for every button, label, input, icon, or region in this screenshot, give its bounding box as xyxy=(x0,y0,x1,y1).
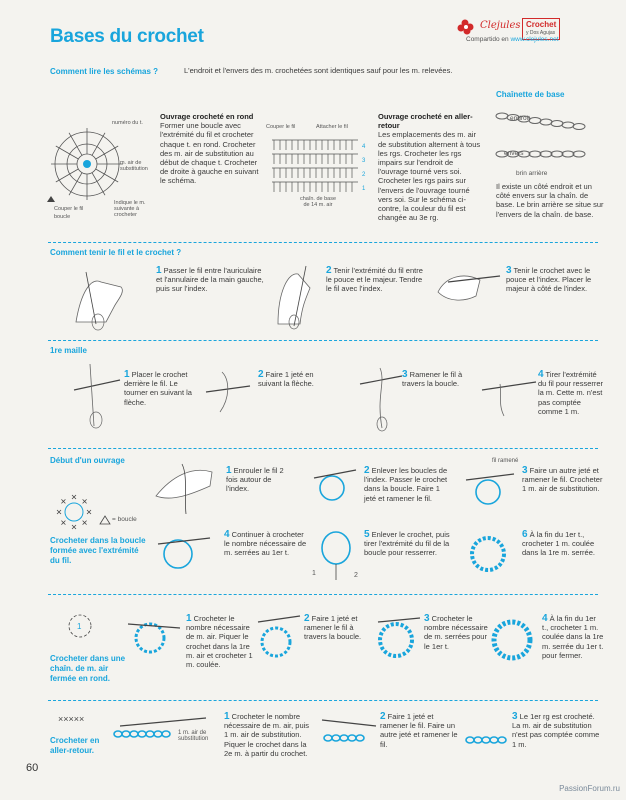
flat-step-1 xyxy=(224,712,314,758)
flat-step-1-text: Crocheter le nombre nécessaire de m. air, puis 1 m. air de substitution. Piquer le crochet dans la 2e m. à partir du crochet. xyxy=(224,712,310,758)
ring-illustration-1 xyxy=(126,610,186,660)
page-title: Bases du crochet xyxy=(50,26,204,47)
row-numbers xyxy=(362,140,365,196)
first-illustration-1 xyxy=(70,360,130,430)
first-step-3-num: 3 xyxy=(402,369,408,380)
flat-symbol-diagram xyxy=(58,712,98,726)
row-number-4: 4 xyxy=(362,144,366,150)
first-illustration-4 xyxy=(480,370,540,420)
first-step-1 xyxy=(124,370,196,407)
logo-shared xyxy=(466,36,559,43)
ring-illustration-3 xyxy=(374,610,424,670)
chain-link xyxy=(562,151,574,157)
row-number-2: 2 xyxy=(362,172,366,178)
ring-step-4 xyxy=(542,614,604,660)
row-number-1: 1 xyxy=(362,186,366,192)
ring-illustration-2 xyxy=(254,608,304,668)
first-step-2 xyxy=(258,370,332,388)
ring-step-1 xyxy=(186,614,256,669)
logo-brand: Clejules xyxy=(480,20,521,31)
start-step-1-num: 1 xyxy=(226,465,232,476)
start-step-1-text: Enrouler le fil 2 fois autour de l'index. xyxy=(226,466,284,494)
stitch-loop xyxy=(474,737,482,743)
start-step-5-num: 5 xyxy=(364,529,370,540)
start-illustration-2 xyxy=(310,460,360,510)
chain-link xyxy=(551,121,563,127)
stitch-loop xyxy=(146,731,154,737)
flat-step-2 xyxy=(380,712,462,749)
ring-step-3-text: Crocheter le nombre nécessaire de m. serrées pour le 1er t. xyxy=(424,614,488,651)
hold-step-2 xyxy=(326,266,426,294)
stitch-loop xyxy=(138,731,146,737)
start-step-3 xyxy=(522,466,604,494)
ring-step-2-num: 2 xyxy=(304,613,310,624)
divider xyxy=(48,700,598,701)
hold-heading: Comment tenir le fil et le crochet ? xyxy=(50,248,182,257)
start-label-1: 1 xyxy=(312,570,316,577)
flat-title: Ouvrage crocheté en aller-retour xyxy=(378,112,473,131)
start-step-6-text: À la fin du 1er t., crocheter 1 m. coulée dans la 1re m. serrée. xyxy=(522,530,595,558)
site-logo[interactable] xyxy=(452,18,602,48)
first-step-1-num: 1 xyxy=(124,369,130,380)
first-step-4 xyxy=(538,370,604,416)
ring-illustration-4 xyxy=(488,616,538,666)
logo-shared-link[interactable]: www.clejules.net xyxy=(510,36,559,43)
hold-step-1-num: 1 xyxy=(156,265,162,276)
first-step-2-num: 2 xyxy=(258,369,264,380)
flat-label-0: Couper le fil xyxy=(266,124,296,130)
chain-link xyxy=(540,151,552,157)
flat-step-1-num: 1 xyxy=(224,711,230,722)
hand-illustration-2 xyxy=(266,262,326,332)
ring-step-2 xyxy=(304,614,368,642)
first-illustration-2 xyxy=(204,368,254,418)
chain-link xyxy=(562,122,574,128)
start-step-3-num: 3 xyxy=(522,465,528,476)
svg-text:×××××: ××××× xyxy=(58,714,85,724)
first-step-2-text: Faire 1 jeté en suivant la flèche. xyxy=(258,370,314,389)
hold-step-3-num: 3 xyxy=(506,265,512,276)
first-illustration-3 xyxy=(356,362,406,432)
start-illustration-4 xyxy=(154,528,214,578)
start-step-3-text: Faire un autre jeté et ramener le fil. Crocheter 1 m. air de substitution. xyxy=(522,466,603,494)
flat-label-1: Attacher le fil xyxy=(316,124,348,130)
chain-heading: Chaînette de base xyxy=(496,90,565,99)
flat-illustration-2 xyxy=(320,712,380,752)
start-heading: Début d'un ouvrage xyxy=(50,456,125,465)
flat-label-2: chaîn. de base de 14 m. air xyxy=(299,196,337,208)
start-label-2: 2 xyxy=(354,572,358,579)
chain-link xyxy=(529,151,541,157)
first-step-3-text: Ramener le fil à travers la boucle. xyxy=(402,370,463,389)
start-caption: Crocheter dans la boucle formée avec l'extrémité du fil. xyxy=(50,536,146,565)
chain-link xyxy=(573,151,585,157)
row-number-3: 3 xyxy=(362,158,366,164)
chain-label-back: envers xyxy=(504,150,524,157)
ring-step-2-text: Faire 1 jeté et ramener le fil à travers la boucle. xyxy=(304,614,362,642)
stitch-loop xyxy=(466,737,474,743)
round-label-1: m. air de substitution xyxy=(120,160,148,172)
hand-illustration-3 xyxy=(434,262,504,312)
hold-step-1-text: Passer le fil entre l'auriculaire et l'annulaire de la main gauche, puis sur l'index. xyxy=(156,266,264,294)
start-illustration-6 xyxy=(466,530,516,580)
logo-shared-prefix: Compartido en xyxy=(466,36,509,43)
stitch-loop xyxy=(130,731,138,737)
flat-block xyxy=(378,112,482,222)
flat-step-3-text: Le 1er rg est crocheté. La m. air de substitution n'est pas comptée comme 1 m. xyxy=(512,712,600,749)
loop-label: = boucle xyxy=(112,516,137,523)
flat-step-3-num: 3 xyxy=(512,711,518,722)
triangle-icon xyxy=(100,516,110,524)
stitch-loop xyxy=(340,735,348,741)
schemas-heading: Comment lire les schémas ? xyxy=(50,67,159,76)
loop-symbol-diagram xyxy=(52,490,96,534)
start-step-4 xyxy=(224,530,308,558)
stitch-loop xyxy=(498,737,506,743)
start-step-4-text: Continuer à crocheter le nombre nécessaire de m. serrées au 1er t. xyxy=(224,530,307,558)
round-label-2: Couper le fil xyxy=(54,206,84,212)
start-step-6-num: 6 xyxy=(522,529,528,540)
start-illustration-1 xyxy=(152,456,222,516)
chain-link xyxy=(529,118,541,124)
first-step-1-text: Placer le crochet derrière le fil. Le tourner en suivant la flèche. xyxy=(124,370,192,407)
stitch-loop xyxy=(122,731,130,737)
schemas-intro: L'endroit et l'envers des m. crochetées sont identiques sauf pour les m. relevées. xyxy=(184,66,453,75)
flat-text: Les emplacements des m. air de substitution alternent à tous les rgs. Crocheter les rgs impairs sur l'endroit de l'ouvrage tourné vers soi. Crocheter les rgs pairs sur l'envers de l'ouvrage tourné vers soi. Sur le schéma ci-contre, la couleur du fil est changée au 3e rg. xyxy=(378,130,481,223)
chain-label-front: endroit xyxy=(510,115,530,122)
hold-step-3-text: Tenir le crochet avec le pouce et l'index. Placer le majeur à côté de l'index. xyxy=(506,266,592,294)
flat-caption: Crocheter en aller-retour. xyxy=(50,736,100,755)
ring-step-3 xyxy=(424,614,492,651)
round-text: Former une boucle avec l'extrémité du fil et crocheter chaque t. en rond. Crocheter des m. air de substitution au début de chaque t. Crocheter de droite à gauche en suivant le schéma. xyxy=(160,121,259,186)
chain-link xyxy=(551,151,563,157)
divider xyxy=(48,242,598,243)
start-step-1 xyxy=(226,466,296,494)
hold-step-3 xyxy=(506,266,606,294)
round-title: Ouvrage crocheté en rond xyxy=(160,112,254,121)
first-step-4-text: Tirer l'extrémité du fil pour resserrer la m. Cette m. n'est pas comptée comme 1 m. xyxy=(538,370,604,416)
svg-text:1: 1 xyxy=(77,622,82,631)
flat-step-2-text: Faire 1 jeté et ramener le fil. Faire un autre jeté et ramener le fil. xyxy=(380,712,458,749)
round-label-4: Indique le m. suivante à crocheter xyxy=(114,200,146,218)
logo-box-title: Crochet xyxy=(526,20,557,29)
first-step-4-num: 4 xyxy=(538,369,544,380)
ring-step-3-num: 3 xyxy=(424,613,430,624)
fil-ramene-label: fil ramené xyxy=(492,458,519,464)
start-illustration-3 xyxy=(462,464,522,514)
stitch-loop xyxy=(154,731,162,737)
stitch-loop xyxy=(356,735,364,741)
round-block xyxy=(160,112,264,186)
hold-step-1 xyxy=(156,266,268,294)
ring-step-1-num: 1 xyxy=(186,613,192,624)
stitch-loop xyxy=(332,735,340,741)
ring-step-4-num: 4 xyxy=(542,613,548,624)
round-label-3: boucle xyxy=(54,214,71,220)
flower-icon xyxy=(456,18,478,36)
start-step-6 xyxy=(522,530,606,558)
chain-link xyxy=(496,113,508,119)
hold-step-2-text: Tenir l'extrémité du fil entre le pouce et le majeur. Tendre le fil avec l'index. xyxy=(326,266,423,294)
flat-illustration-3 xyxy=(462,714,512,754)
chain-link xyxy=(573,124,585,130)
ring-step-1-text: Crocheter le nombre nécessaire de m. air. Piquer le crochet dans la 1re m. air et crocheter 1 m. coulée. xyxy=(186,614,253,670)
first-heading: 1re maille xyxy=(50,346,87,355)
divider xyxy=(48,448,598,449)
start-step-2-num: 2 xyxy=(364,465,370,476)
ring-caption: Crocheter dans une chaîn. de m. air fermée en rond. xyxy=(50,654,126,683)
stitch-loop xyxy=(482,737,490,743)
start-step-4-num: 4 xyxy=(224,529,230,540)
start-step-2 xyxy=(364,466,448,503)
stitch-loop xyxy=(162,731,170,737)
ring-step-4-text: À la fin du 1er t., crocheter 1 m. coulée dans la 1re m. serrée du 1er t. pour fermer. xyxy=(542,614,604,660)
flat-chain-label: 1 m. air de substitution xyxy=(178,730,209,742)
stitch-loop xyxy=(324,735,332,741)
chain-label-bump: brin arrière xyxy=(516,170,548,177)
chain-link xyxy=(540,119,552,125)
hand-illustration-1 xyxy=(66,262,146,332)
divider xyxy=(48,340,598,341)
start-step-5 xyxy=(364,530,450,558)
logo-box-sub: y Dos Agujas xyxy=(526,30,556,36)
start-step-2-text: Enlever les boucles de l'index. Passer le crochet dans la boucle. Faire 1 jeté et ramener le fil. xyxy=(364,466,448,503)
divider xyxy=(48,594,598,595)
ring-symbol-diagram xyxy=(56,604,106,650)
flat-step-3 xyxy=(512,712,604,749)
flat-step-2-num: 2 xyxy=(380,711,386,722)
start-step-5-text: Enlever le crochet, puis tirer l'extrémité du fil de la boucle pour resserrer. xyxy=(364,530,450,558)
stitch-loop xyxy=(348,735,356,741)
round-label-0: numéro du t. xyxy=(112,120,143,126)
stitch-loop xyxy=(114,731,122,737)
watermark: PassionForum.ru xyxy=(559,784,620,793)
hold-step-2-num: 2 xyxy=(326,265,332,276)
first-step-3 xyxy=(402,370,466,388)
stitch-loop xyxy=(490,737,498,743)
page-number: 60 xyxy=(26,762,39,774)
chain-text: Il existe un côté endroit et un côté envers sur la chaîn. de base. Le brin arrière se situe sur l'envers de la chaîn. de base. xyxy=(496,182,604,219)
